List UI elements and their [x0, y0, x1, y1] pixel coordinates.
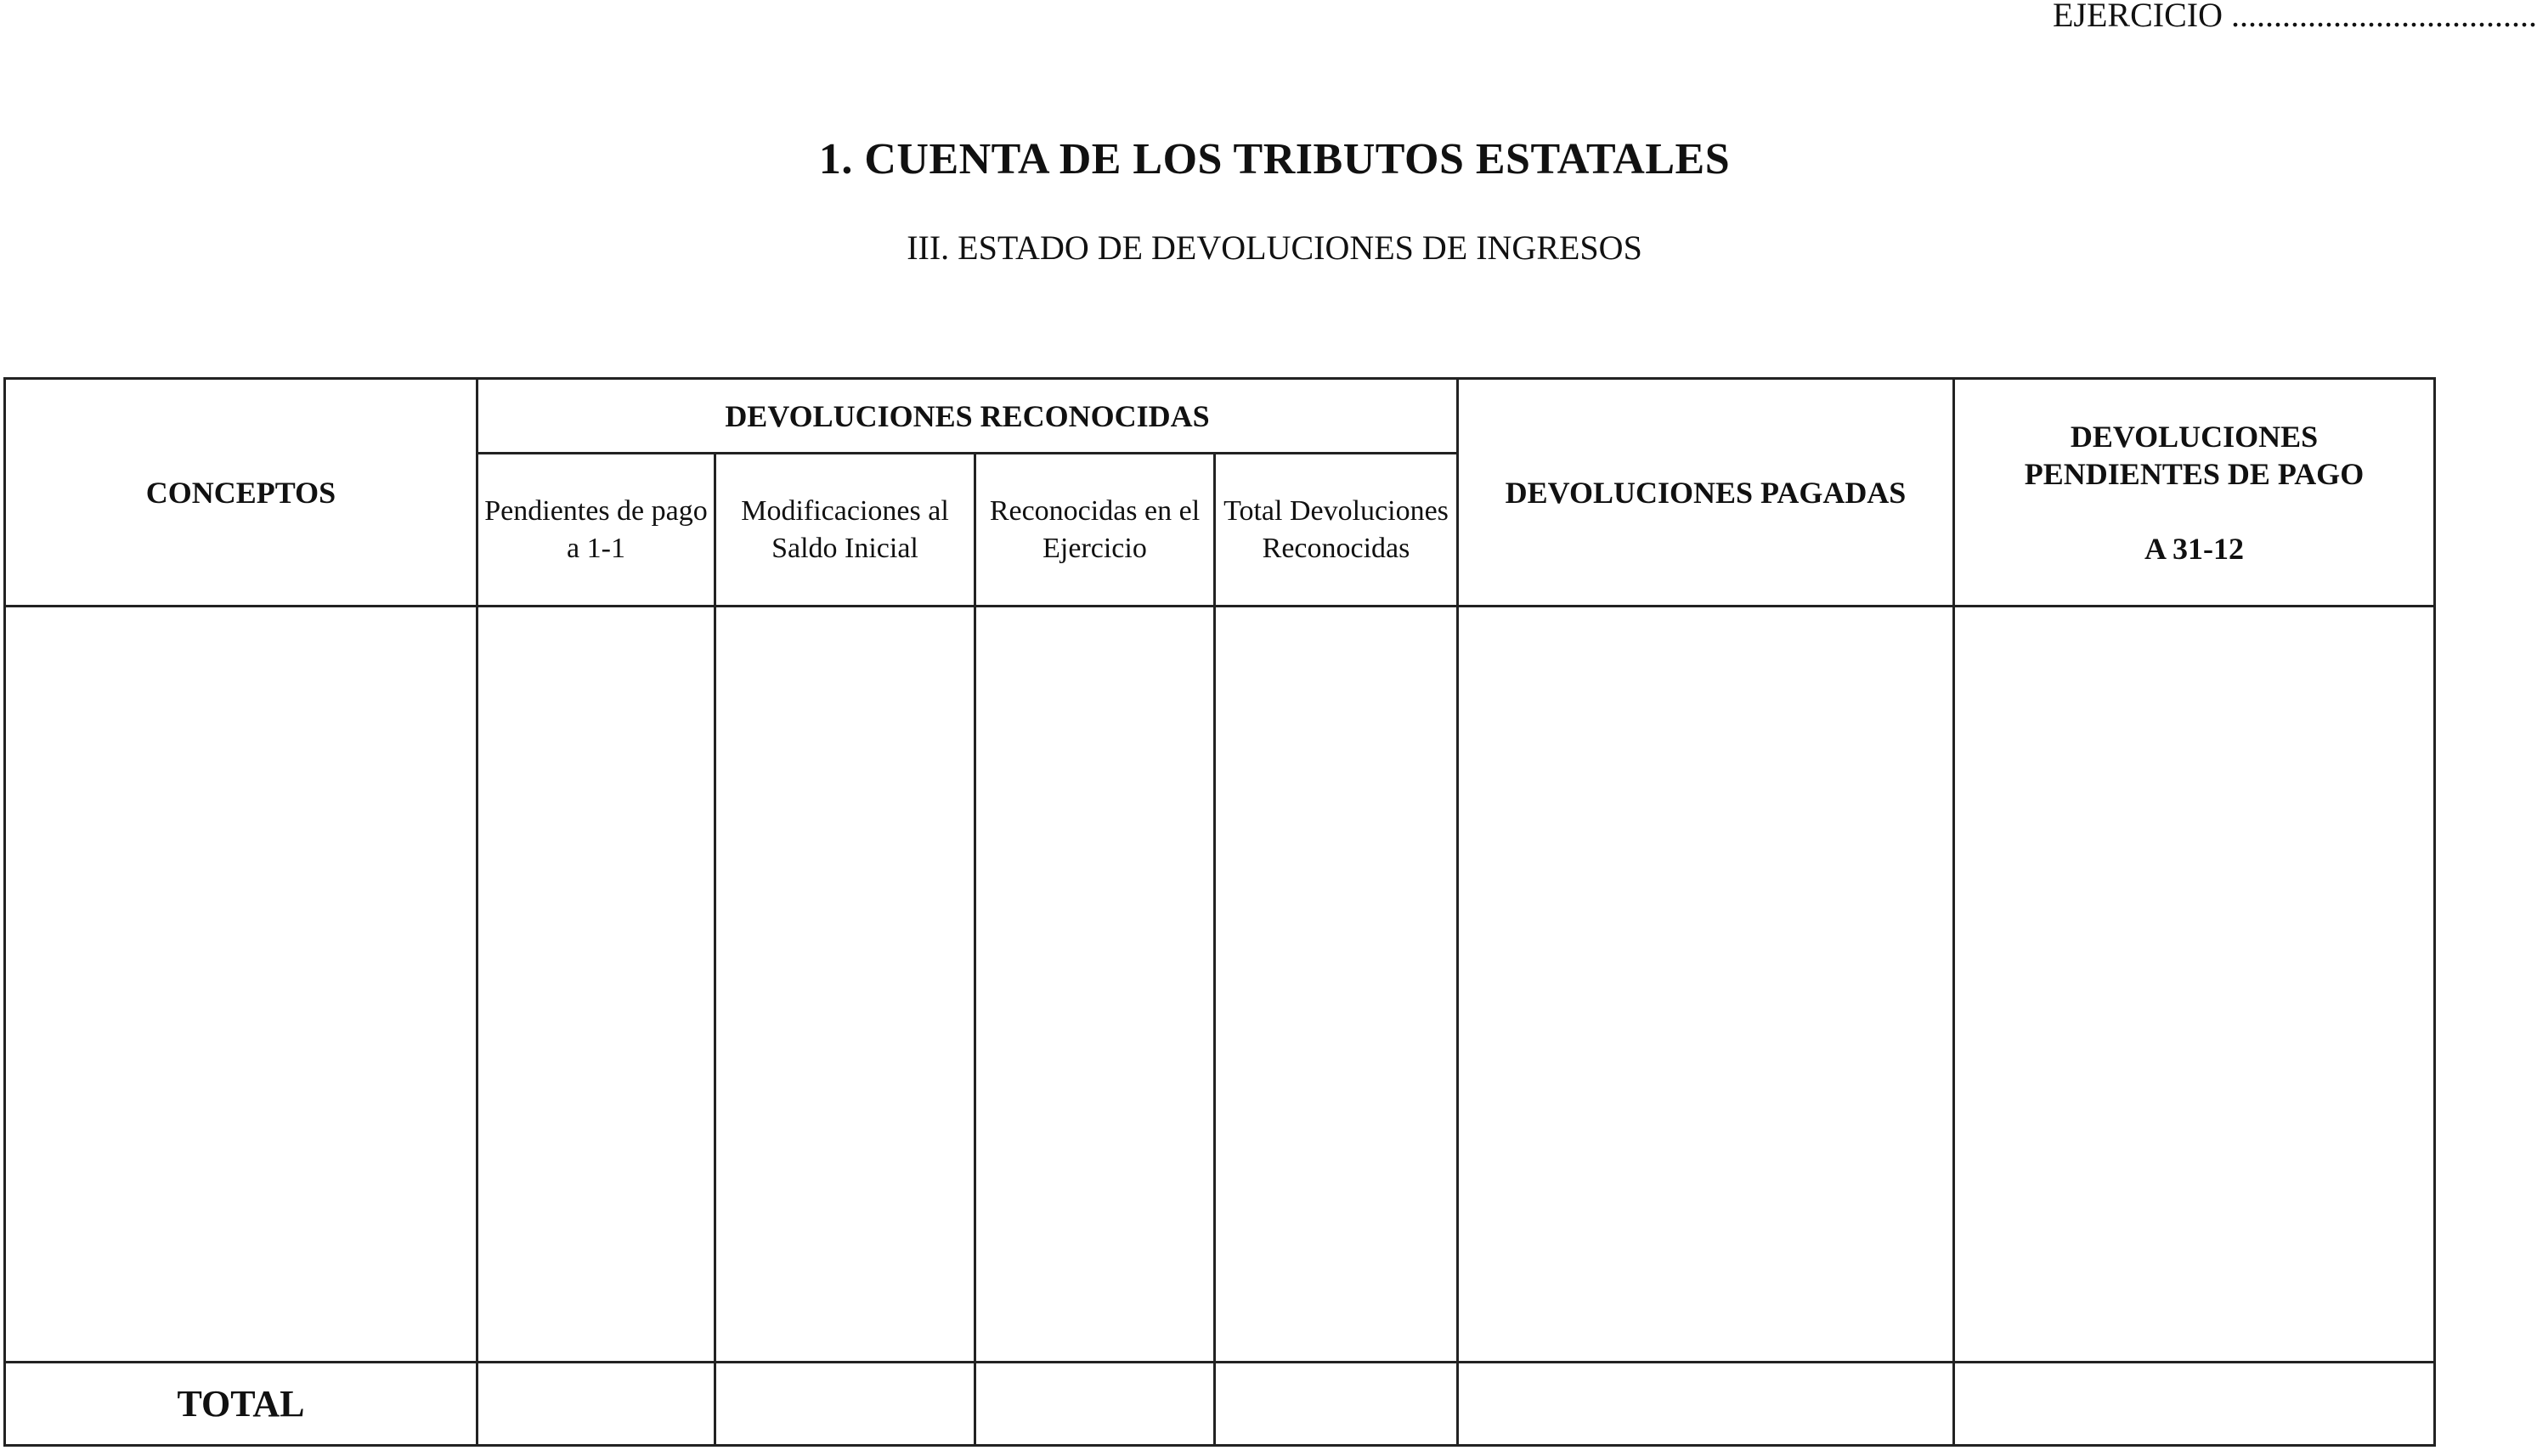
cell-devoluciones-pendientes[interactable] [1954, 607, 2435, 1363]
header-modificaciones-saldo-inicial: Modificaciones al Saldo Inicial [715, 454, 975, 607]
total-devoluciones-pagadas[interactable] [1458, 1363, 1954, 1446]
cell-devoluciones-pagadas[interactable] [1458, 607, 1954, 1363]
table-body-row [5, 607, 2435, 1363]
header-devoluciones-pendientes [1954, 379, 2435, 607]
header-reconocidas-ejercicio: Reconocidas en el Ejercicio [975, 454, 1215, 607]
header-devoluciones-reconocidas: DEVOLUCIONES RECONOCIDAS [477, 379, 1458, 454]
total-reconocidas-ejercicio[interactable] [975, 1363, 1215, 1446]
header-pendientes-pago-1-1: Pendientes de pago a 1-1 [477, 454, 715, 607]
header-conceptos: CONCEPTOS [5, 379, 477, 607]
header-devoluciones-pagadas: DEVOLUCIONES PAGADAS [1458, 379, 1954, 607]
page-title: 1. CUENTA DE LOS TRIBUTOS ESTATALES [818, 135, 1731, 183]
cell-conceptos[interactable] [5, 607, 477, 1363]
header-pendientes-line1: DEVOLUCIONES [2070, 419, 2319, 454]
header-total-devoluciones-reconocidas: Total Devoluciones Reconocidas [1215, 454, 1458, 607]
cell-reconocidas-ejercicio[interactable] [975, 607, 1215, 1363]
cell-modificaciones-saldo-inicial[interactable] [715, 607, 975, 1363]
cell-total-devoluciones-reconocidas[interactable] [1215, 607, 1458, 1363]
total-label: TOTAL [5, 1363, 477, 1446]
devoluciones-table [3, 377, 2436, 1447]
total-modificaciones-saldo-inicial[interactable] [715, 1363, 975, 1446]
total-row [5, 1363, 2435, 1446]
header-pendientes-line2: PENDIENTES DE PAGO [2024, 456, 2365, 491]
header-pendientes-line3: A 31-12 [2144, 531, 2244, 566]
page-subtitle: III. ESTADO DE DEVOLUCIONES DE INGRESOS [907, 229, 1642, 267]
cell-pendientes-pago-1-1[interactable] [477, 607, 715, 1363]
total-devoluciones-reconocidas[interactable] [1215, 1363, 1458, 1446]
total-pendientes-pago-1-1[interactable] [477, 1363, 715, 1446]
ejercicio-label: EJERCICIO .................................... [2053, 0, 2537, 34]
total-devoluciones-pendientes[interactable] [1954, 1363, 2435, 1446]
